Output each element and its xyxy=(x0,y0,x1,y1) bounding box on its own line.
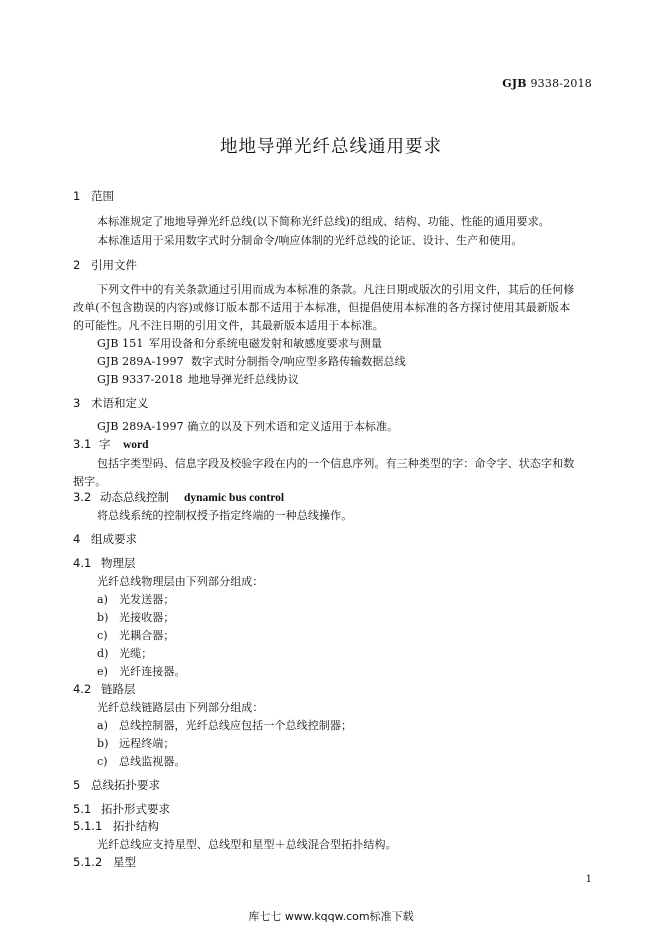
term-definition: 将总线系统的控制权授予指定终端的一种总线操作。 xyxy=(97,509,353,522)
list-marker: b) xyxy=(97,737,109,750)
term-definition-line: 据字。 xyxy=(73,475,107,488)
term-3-1-heading xyxy=(73,436,149,452)
subsection-number: 5.1.2 xyxy=(73,855,103,869)
section-title: 术语和定义 xyxy=(91,396,149,410)
reference-item xyxy=(97,371,299,387)
subsection-number: 5.1 xyxy=(73,802,92,816)
references-paragraph-line: 下列文件中的有关条款通过引用而成为本标准的条款。凡注日期或版次的引用文件，其后的任何修 xyxy=(97,283,575,296)
term-en: word xyxy=(123,439,149,451)
code-prefix: GJB xyxy=(502,77,527,90)
subsection-title: 拓扑结构 xyxy=(113,819,159,833)
list-item xyxy=(97,753,186,769)
term-en: dynamic bus control xyxy=(184,492,285,504)
subsection-title: 链路层 xyxy=(101,682,136,696)
subsection-4-1-heading xyxy=(73,555,136,571)
subsection-title: 物理层 xyxy=(101,556,136,570)
subsection-5-1-2-heading xyxy=(73,854,136,870)
term-3-2-heading xyxy=(73,489,284,505)
list-marker: a) xyxy=(97,719,109,732)
term-number: 3.1 xyxy=(73,437,92,451)
subsection-number: 5.1.1 xyxy=(73,819,103,833)
list-text: 光耦合器； xyxy=(119,629,175,642)
section-number: 3 xyxy=(73,396,81,410)
list-item xyxy=(97,609,175,625)
link-layer-intro: 光纤总线链路层由下列部分组成： xyxy=(97,701,264,714)
list-marker: d) xyxy=(97,647,109,660)
physical-layer-intro: 光纤总线物理层由下列部分组成： xyxy=(97,575,264,588)
subsection-4-2-heading xyxy=(73,681,136,697)
list-item xyxy=(97,663,186,679)
reference-title: 地地导弹光纤总线协议 xyxy=(188,373,299,386)
list-text: 光纤连接器。 xyxy=(119,665,186,678)
list-text: 光缆； xyxy=(119,647,153,660)
term-number: 3.2 xyxy=(73,490,92,504)
section-title: 组成要求 xyxy=(91,532,137,546)
page-title: 地地导弹光纤总线通用要求 xyxy=(220,137,442,157)
list-item xyxy=(97,717,352,733)
section-5-heading xyxy=(73,777,160,793)
reference-code: GJB 289A-1997 xyxy=(97,355,184,368)
references-paragraph-line: 的可能性。凡不注日期的引用文件，其最新版本适用于本标准。 xyxy=(73,319,384,332)
reference-item xyxy=(97,335,382,351)
section-title: 引用文件 xyxy=(91,258,137,272)
footer-watermark-text: 库七七 www.kqqw.com标准下载 xyxy=(248,910,414,923)
term-definition-line: 包括字类型码、信息字段及校验字段在内的一个信息序列。有三种类型的字：命令字、状态字和数 xyxy=(97,457,575,470)
page-number: 1 xyxy=(585,874,592,885)
list-item xyxy=(97,627,175,643)
subsection-title: 星型 xyxy=(113,855,136,869)
list-marker: c) xyxy=(97,755,108,768)
subsection-title: 拓扑形式要求 xyxy=(101,802,170,816)
standard-code xyxy=(502,77,592,90)
subsection-5-1-1-heading xyxy=(73,818,159,834)
scope-paragraph-1: 本标准规定了地地导弹光纤总线(以下简称光纤总线)的组成、结构、功能、性能的通用要求。 xyxy=(97,215,550,228)
reference-code: GJB 151 xyxy=(97,337,144,350)
terms-intro: GJB 289A-1997 确立的以及下列术语和定义适用于本标准。 xyxy=(97,420,399,433)
list-item xyxy=(97,735,175,751)
topology-paragraph: 光纤总线应支持星型、总线型和星型＋总线混合型拓扑结构。 xyxy=(97,838,397,851)
list-text: 总线监视器。 xyxy=(119,755,186,768)
list-marker: c) xyxy=(97,629,108,642)
section-number: 1 xyxy=(73,189,81,203)
reference-code: GJB 9337-2018 xyxy=(97,373,183,386)
section-number: 2 xyxy=(73,258,81,272)
section-number: 4 xyxy=(73,532,81,546)
references-paragraph-line: 改单(不包含勘误的内容)或修订版本都不适用于本标准，但提倡使用本标准的各方探讨使用其最新版本 xyxy=(73,301,571,314)
section-number: 5 xyxy=(73,778,81,792)
list-text: 总线控制器，光纤总线应包括一个总线控制器； xyxy=(119,719,353,732)
subsection-5-1-heading xyxy=(73,801,170,817)
subsection-number: 4.2 xyxy=(73,682,92,696)
term-zh: 字 xyxy=(99,437,111,451)
list-marker: b) xyxy=(97,611,109,624)
term-zh: 动态总线控制 xyxy=(100,490,169,504)
subsection-number: 4.1 xyxy=(73,556,92,570)
reference-title: 军用设备和分系统电磁发射和敏感度要求与测量 xyxy=(149,337,383,350)
section-title: 总线拓扑要求 xyxy=(91,778,160,792)
section-2-heading xyxy=(73,257,137,273)
list-marker: e) xyxy=(97,665,109,678)
list-text: 光发送器； xyxy=(119,593,175,606)
list-item xyxy=(97,591,175,607)
section-1-heading xyxy=(73,188,114,204)
scope-paragraph-2: 本标准适用于采用数字式时分制命令/响应体制的光纤总线的论证、设计、生产和使用。 xyxy=(97,234,523,247)
reference-item xyxy=(97,353,406,369)
list-text: 光接收器； xyxy=(119,611,175,624)
list-marker: a) xyxy=(97,593,109,606)
reference-title: 数字式时分制指令/响应型多路传输数据总线 xyxy=(191,355,406,368)
list-item xyxy=(97,645,152,661)
list-text: 远程终端； xyxy=(119,737,175,750)
section-title: 范围 xyxy=(91,189,114,203)
code-number: 9338-2018 xyxy=(530,77,592,90)
section-3-heading xyxy=(73,395,149,411)
section-4-heading xyxy=(73,531,137,547)
